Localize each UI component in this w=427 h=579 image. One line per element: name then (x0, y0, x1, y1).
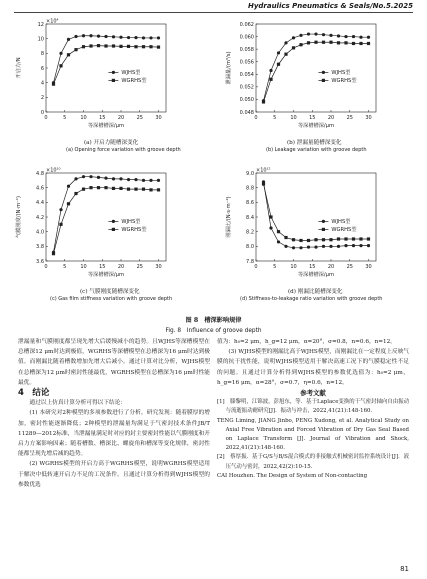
data-point (337, 245, 340, 248)
data-point (359, 237, 362, 240)
data-point (74, 192, 77, 195)
data-point (104, 186, 107, 189)
y-tick-label: 4.0 (36, 229, 44, 236)
data-point (97, 35, 100, 38)
data-point (322, 245, 325, 248)
legend-label: WGRHS型 (331, 227, 357, 234)
y-tick-label: 4.4 (36, 200, 44, 207)
data-point (277, 230, 280, 233)
x-tick-label: 5 (63, 115, 67, 121)
data-point (314, 245, 317, 248)
data-point (269, 78, 272, 81)
data-point (104, 177, 107, 180)
x-tick-label: 25 (136, 264, 143, 270)
data-point (82, 45, 85, 48)
y-tick-label: 3.8 (36, 244, 44, 251)
y-tick-label: 8.8 (246, 185, 254, 192)
chart-b-plot (218, 16, 418, 136)
data-point (329, 34, 332, 37)
y-tick-label: 0.062 (239, 21, 254, 28)
paragraph: (2) WGRHS模型的开启力高于WGRHS模型，说明WGRHS模型适用于解决中低转速开启力不足的工况条件。且通过计算分析得到WJHS模型的参数优选 (18, 461, 210, 488)
x-tick-label: 15 (99, 264, 106, 270)
data-point (134, 36, 137, 39)
figure-title-cn: 图 8 槽深影响规律 (185, 317, 242, 324)
data-point (262, 100, 265, 103)
data-point (367, 244, 370, 247)
data-point (127, 45, 130, 48)
reference-item: TENG Liming, JIANG Jinbo, PENG Xudong, et al. Analytical Study on Axial Free Vibration and Forced Vibration of Dry Gas Seal Based on Laplace Transform [J]. Journal of Vibration and Shock, 2022,41(21):148-160. (217, 417, 409, 452)
data-point (329, 41, 332, 44)
data-point (89, 175, 92, 178)
data-point (262, 182, 265, 185)
header-rule (14, 12, 413, 13)
data-point (52, 252, 55, 255)
data-point (307, 41, 310, 44)
x-tick-label: 15 (99, 115, 106, 121)
data-point (292, 238, 295, 241)
data-point (352, 244, 355, 247)
data-point (269, 215, 272, 218)
y-axis-label: 气膜刚度/(N·m⁻¹) (16, 196, 22, 238)
x-axis-label: 等深槽槽深/μm (297, 123, 335, 129)
legend-label: WGRHS型 (121, 78, 147, 85)
legend-marker (112, 228, 115, 231)
y-tick-label: 0 (40, 109, 44, 116)
data-point (74, 35, 77, 38)
y-tick-label: 0.056 (239, 59, 254, 66)
chart-c-plot (8, 165, 208, 285)
data-point (119, 45, 122, 48)
x-tick-label: 0 (44, 115, 48, 121)
data-point (104, 44, 107, 47)
data-point (322, 238, 325, 241)
data-point (269, 226, 272, 229)
y-tick-label: 10 (37, 36, 44, 43)
chart-d (218, 165, 418, 285)
y-tick-label: 4.8 (36, 170, 44, 177)
y-tick-label: 8.2 (246, 229, 254, 236)
y-tick-label: 0.052 (239, 84, 254, 91)
x-tick-label: 0 (254, 115, 258, 121)
legend-label: WJHS型 (121, 70, 141, 77)
data-point (112, 44, 115, 47)
data-point (74, 177, 77, 180)
data-point (67, 38, 70, 41)
y-tick-label: 4.6 (36, 185, 44, 192)
data-point (89, 34, 92, 37)
data-point (59, 64, 62, 67)
data-point (149, 36, 152, 39)
paragraph: 值为：h₀=2 μm，h_g=12 μm，α=20°，σ=0.8，n=0.6，n=12。 (217, 339, 396, 345)
data-point (89, 44, 92, 47)
data-point (277, 51, 280, 54)
y-tick-label: 4.2 (36, 214, 44, 221)
data-point (97, 176, 100, 179)
caption-d-cn: (d) 刚漏比随槽深变化 (288, 289, 343, 295)
figure-title-en: Fig. 8 Influence of groove depth (165, 328, 262, 334)
x-tick-label: 0 (254, 264, 258, 270)
x-tick-label: 25 (346, 264, 353, 270)
y-tick-label: 4 (40, 80, 44, 87)
legend-label: WGRHS型 (121, 227, 147, 234)
x-tick-label: 20 (117, 264, 125, 270)
data-point (337, 34, 340, 37)
x-tick-label: 25 (346, 115, 353, 121)
x-tick-label: 20 (327, 115, 335, 121)
data-point (134, 45, 137, 48)
data-point (352, 42, 355, 45)
data-point (82, 188, 85, 191)
data-point (322, 41, 325, 44)
data-point (119, 36, 122, 39)
running-head: Hydraulics Pneumatics & Seals/No.5.2025 (247, 2, 413, 10)
data-point (149, 45, 152, 48)
chart-a (8, 16, 208, 136)
chart-d-plot (218, 165, 418, 285)
data-point (97, 44, 100, 47)
legend-label: WJHS型 (331, 219, 351, 226)
x-tick-label: 10 (80, 115, 87, 121)
data-point (119, 177, 122, 180)
data-point (322, 33, 325, 36)
legend-marker (322, 71, 325, 74)
x-tick-label: 5 (273, 115, 277, 121)
reference-item: [2] 蔡厚振．基于G/S与B/S混合模式的非接触式机械密封监控系统设计[J]．液压气动与密封，2022,42(2):10-15. (217, 454, 409, 470)
data-point (307, 32, 310, 35)
y-multiplier: ×10¹⁰ (46, 167, 61, 174)
x-tick-label: 15 (309, 115, 316, 121)
data-point (352, 237, 355, 240)
body-right-column (217, 337, 409, 481)
y-tick-label: 0.050 (239, 97, 254, 104)
y-tick-label: 8 (40, 51, 44, 58)
data-point (344, 41, 347, 44)
series-line (264, 42, 369, 102)
y-multiplier: ×10⁴ (46, 18, 59, 25)
x-tick-label: 10 (290, 115, 297, 121)
data-point (344, 35, 347, 38)
body-left-column (18, 337, 210, 490)
data-point (307, 239, 310, 242)
caption-b-en: (b) Leakage variation with groove depth (266, 147, 367, 153)
data-point (337, 237, 340, 240)
data-point (157, 179, 160, 182)
legend-marker (112, 79, 115, 82)
legend-marker (322, 79, 325, 82)
legend-marker (322, 220, 325, 223)
data-point (127, 36, 130, 39)
data-point (277, 240, 280, 243)
y-tick-label: 8.6 (246, 200, 254, 207)
data-point (127, 178, 130, 181)
x-axis-label: 等深槽槽深/μm (297, 272, 335, 278)
x-tick-label: 15 (309, 264, 316, 270)
data-point (292, 46, 295, 49)
data-point (367, 42, 370, 45)
data-point (134, 188, 137, 191)
series-line (54, 36, 159, 83)
x-tick-label: 5 (63, 264, 67, 270)
data-point (82, 175, 85, 178)
data-point (359, 36, 362, 39)
data-point (67, 202, 70, 205)
data-point (142, 45, 145, 48)
y-tick-label: 0.048 (239, 109, 254, 116)
chart-a-plot (8, 16, 208, 136)
data-point (284, 245, 287, 248)
data-point (142, 36, 145, 39)
x-tick-label: 30 (365, 264, 372, 270)
data-point (314, 32, 317, 35)
data-point (82, 34, 85, 37)
y-tick-label: 3.6 (36, 258, 44, 265)
data-point (307, 245, 310, 248)
data-point (149, 179, 152, 182)
caption-d-en: (d) Stiffness-to-leakage ratio variation with groove depth (240, 296, 383, 302)
data-point (329, 238, 332, 241)
x-tick-label: 20 (117, 115, 125, 121)
caption-c-en: (c) Gas film stiffness variation with groove depth (50, 296, 173, 302)
data-point (142, 179, 145, 182)
legend-marker (112, 71, 115, 74)
x-tick-label: 0 (44, 264, 48, 270)
data-point (112, 177, 115, 180)
x-tick-label: 30 (155, 115, 162, 121)
data-point (134, 178, 137, 181)
data-point (157, 36, 160, 39)
y-tick-label: 6 (40, 65, 44, 72)
data-point (344, 244, 347, 247)
data-point (277, 63, 280, 66)
data-point (329, 245, 332, 248)
paragraph: 泄漏量和气膜刚度都呈现先增大后缓慢减小的趋势。且WJHS等深槽模型在总槽深12 μm时达到极值，WGRHS等深槽模型在总槽深为16 μm时达到极值。而刚漏比随着槽数增加先增大后减小。通过计算对比分析，WJHS模型在总槽深为12 μm时密封性能最优，WGRHS模型在总槽深为16 μm时性能最优。 (18, 339, 210, 386)
paragraph: (3) WJHS模型的刚漏比高于WJHS模型，而刚漏比在一定程度上反映气膜的抗干扰性能，说明WJHS模型适用于解决高速工况下的气膜稳定性不足的问题。且通过计算分析得到WJHS模型的参数优选值为：h₀=2 μm，h_g=16 μm，α=28°，σ=0.7，η=0.6，n=12。 (217, 349, 409, 386)
x-tick-label: 30 (365, 115, 372, 121)
caption-a-en: (a) Opening force variation with groove depth (66, 147, 181, 153)
legend-marker (112, 220, 115, 223)
data-point (127, 188, 130, 191)
data-point (74, 48, 77, 51)
data-point (67, 185, 70, 188)
data-point (59, 208, 62, 211)
data-point (344, 237, 347, 240)
caption-b-cn: (b) 泄漏量随槽深变化 (287, 140, 342, 146)
paragraph: 通过以上仿真计算分析可得以下结论： (29, 400, 127, 407)
data-point (89, 186, 92, 189)
caption-c-cn: (c) 气膜刚度随槽深变化 (80, 289, 140, 295)
legend-marker (322, 228, 325, 231)
y-axis-label: 刚漏比/(N·s·m⁻⁴) (226, 196, 232, 238)
legend-label: WJHS型 (121, 219, 141, 226)
y-tick-label: 8.4 (246, 214, 254, 221)
data-point (367, 237, 370, 240)
reference-item: [1] 滕黎明，江锦波，彭旭东，等．基于Laplace变换的干气密封轴向自由振动与流逝振动耐研究[J]．振动与冲击，2022,41(21):148-160. (217, 399, 409, 415)
series-line (54, 188, 159, 254)
data-point (284, 41, 287, 44)
x-tick-label: 5 (273, 264, 277, 270)
data-point (104, 35, 107, 38)
page-number: 81 (400, 565, 409, 573)
data-point (299, 43, 302, 46)
caption-a-cn: (a) 开启力随槽深变化 (84, 140, 139, 146)
y-tick-label: 12 (37, 21, 44, 28)
data-point (67, 53, 70, 56)
legend-label: WGRHS型 (331, 78, 357, 85)
y-tick-label: 7.8 (246, 258, 254, 265)
x-tick-label: 25 (136, 115, 143, 121)
data-point (352, 35, 355, 38)
x-tick-label: 10 (290, 264, 297, 270)
data-point (284, 53, 287, 56)
y-tick-label: 0.058 (239, 46, 254, 53)
x-tick-label: 10 (80, 264, 87, 270)
data-point (299, 34, 302, 37)
chart-b (218, 16, 418, 136)
data-point (314, 238, 317, 241)
x-axis-label: 等深槽槽深/μm (87, 272, 125, 278)
section-heading: 4 结论 (18, 388, 50, 399)
y-tick-label: 9.0 (246, 170, 254, 177)
data-point (112, 35, 115, 38)
data-point (157, 46, 160, 49)
data-point (97, 186, 100, 189)
data-point (157, 188, 160, 191)
data-point (52, 83, 55, 86)
references-title: 参考文献 (300, 389, 326, 398)
y-axis-label: 泄漏量/(m³/s) (226, 51, 232, 85)
legend-label: WJHS型 (331, 70, 351, 77)
y-tick-label: 2 (40, 95, 44, 102)
data-point (359, 42, 362, 45)
data-point (59, 52, 62, 55)
y-tick-label: 0.060 (239, 34, 254, 41)
data-point (284, 236, 287, 239)
y-tick-label: 8.0 (246, 244, 254, 251)
x-tick-label: 30 (155, 264, 162, 270)
data-point (59, 223, 62, 226)
data-point (299, 246, 302, 249)
data-point (292, 36, 295, 39)
data-point (112, 187, 115, 190)
data-point (269, 69, 272, 72)
x-axis-label: 等深槽槽深/μm (87, 123, 125, 129)
data-point (359, 244, 362, 247)
data-point (314, 41, 317, 44)
x-tick-label: 20 (327, 264, 335, 270)
y-multiplier: ×10¹² (256, 167, 271, 174)
data-point (119, 187, 122, 190)
data-point (337, 41, 340, 44)
data-point (299, 239, 302, 242)
data-point (292, 246, 295, 249)
data-point (367, 36, 370, 39)
y-axis-label: 开启力/N (16, 57, 22, 79)
reference-item: CAI Houzhen. The Design of System of Non-contacting (217, 472, 368, 479)
data-point (142, 188, 145, 191)
data-point (149, 188, 152, 191)
y-tick-label: 0.054 (239, 72, 254, 79)
chart-c (8, 165, 208, 285)
paragraph: (1) 本研究对2种模型的多项参数进行了分析，研究发现：随着膜厚的增加，密封性能逐渐降低；2种模型的泄漏量均满足于气密封技术条件JB/T 11289—2012标准，当泄漏量满足时对应的封主要密封性能以气膜刚度和开启力方案影响因素；随着槽数、槽深比、螺旋角和槽深等变化规律，密封性能都呈现先增后减的趋势。 (18, 410, 210, 458)
